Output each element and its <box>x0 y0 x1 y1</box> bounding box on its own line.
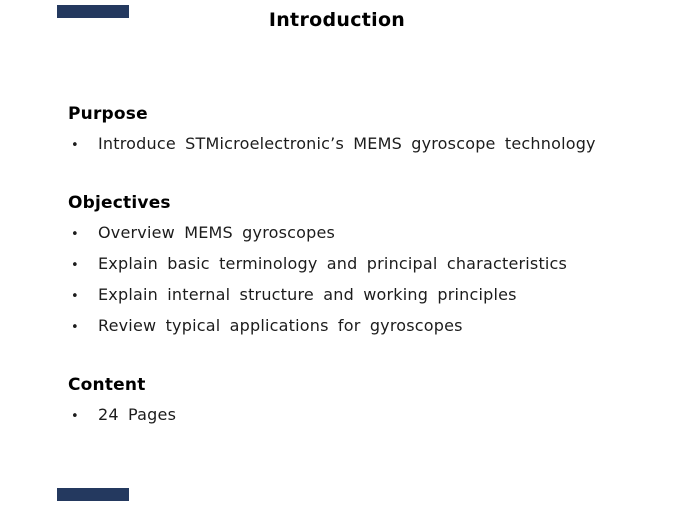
list-item <box>68 218 666 249</box>
section-heading-objectives: Objectives <box>68 193 171 213</box>
bullet-text: Explain internal structure and working principles <box>98 285 517 304</box>
section-heading-content: Content <box>68 375 146 395</box>
section-heading-purpose: Purpose <box>68 104 148 124</box>
bullet-text: Review typical applications for gyroscopes <box>98 316 463 335</box>
list-item <box>68 129 666 160</box>
bullet-icon: • <box>71 258 79 273</box>
slide-title: Introduction <box>268 9 406 31</box>
bullet-icon: • <box>71 227 79 242</box>
bullet-icon: • <box>71 138 79 153</box>
bullet-icon: • <box>71 289 79 304</box>
bullet-text: Overview MEMS gyroscopes <box>98 223 336 242</box>
bullet-text: Introduce STMicroelectronic’s MEMS gyroscope technology <box>98 134 596 153</box>
bullet-icon: • <box>71 320 79 335</box>
bottom-left-accent-bar <box>57 488 129 501</box>
list-item <box>68 249 666 280</box>
slide-content <box>68 100 666 431</box>
section-content <box>68 371 666 431</box>
bullet-icon: • <box>71 409 79 424</box>
bullet-text: 24 Pages <box>98 405 177 424</box>
section-purpose <box>68 100 666 160</box>
list-item <box>68 280 666 311</box>
section-objectives <box>68 189 666 342</box>
list-item <box>68 400 666 431</box>
list-item <box>68 311 666 342</box>
bullet-text: Explain basic terminology and principal characteristics <box>98 254 568 273</box>
